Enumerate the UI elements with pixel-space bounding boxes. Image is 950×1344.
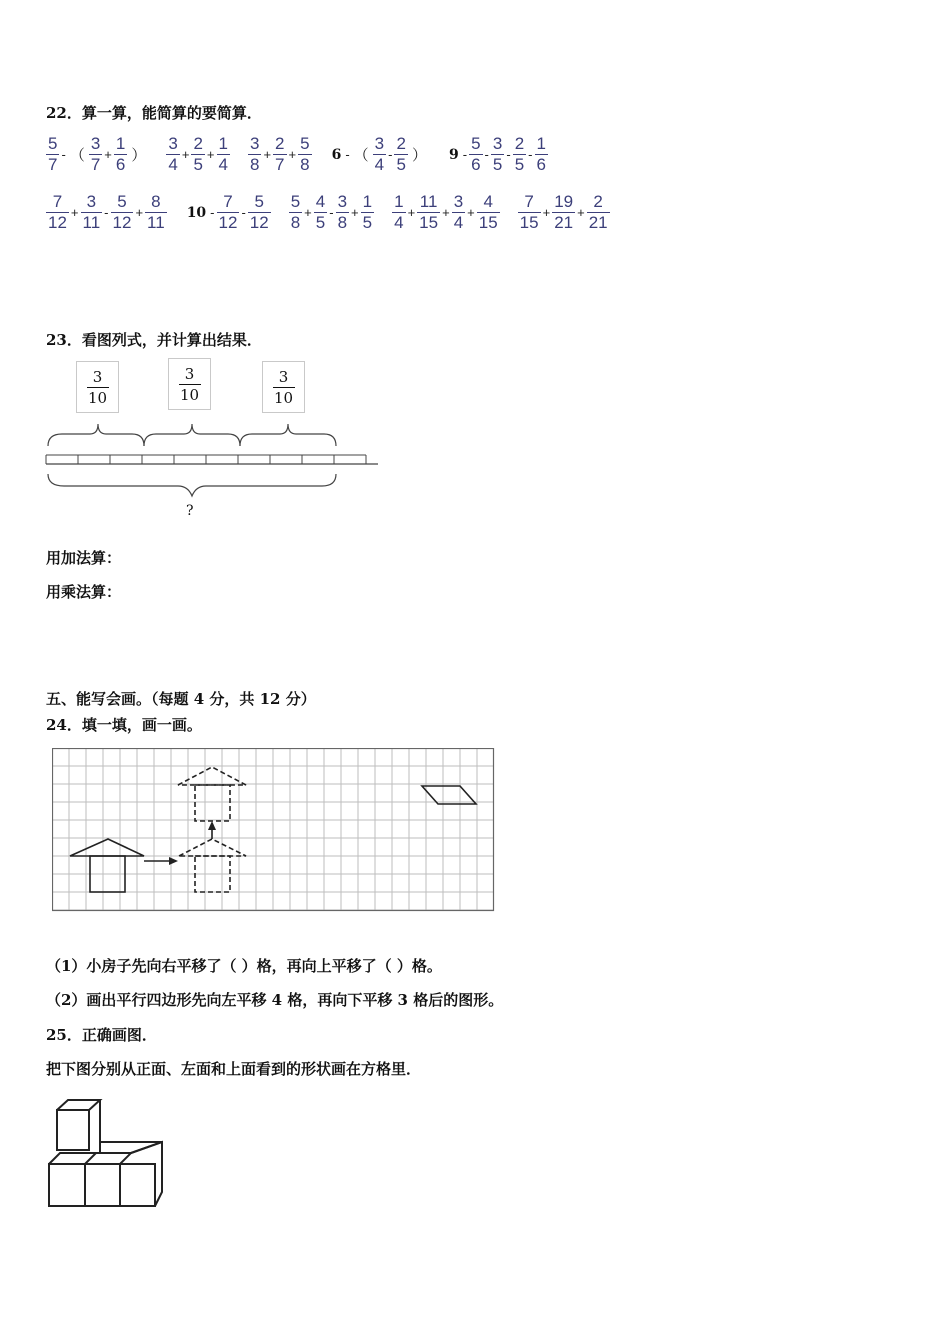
operator: + bbox=[304, 205, 312, 220]
drawing-grid bbox=[52, 748, 497, 914]
fraction-box-2: 3 10 bbox=[168, 358, 211, 410]
fraction: $\frac{2}{21}$ bbox=[588, 192, 608, 232]
fraction: $\frac{4}{15}$ bbox=[478, 192, 498, 232]
fraction: $\frac{5}{8}$ bbox=[300, 134, 310, 174]
whole-number: 10 bbox=[186, 204, 207, 221]
multiplication-label: 用乘法算： bbox=[46, 583, 122, 601]
bottom-brace bbox=[48, 474, 336, 496]
operator: - bbox=[329, 205, 334, 220]
fraction: $\frac{3}{4}$ bbox=[453, 192, 464, 232]
up-arrow-icon bbox=[208, 821, 216, 830]
q22-title: 22．算一算，能简算的要简算． bbox=[46, 104, 262, 122]
q25-instruction: 把下图分别从正面、左面和上面看到的形状画在方格里． bbox=[46, 1060, 422, 1078]
fraction: $\frac{5}{6}$ bbox=[471, 134, 481, 174]
fraction-box-3: 3 10 bbox=[262, 361, 305, 413]
operator: + bbox=[263, 147, 272, 162]
house-roof bbox=[70, 839, 144, 856]
operator: + bbox=[135, 205, 144, 220]
q24-sub1: （1）小房子先向右平移了（ ）格，再向上平移了（ ）格。 bbox=[46, 957, 442, 975]
number-line-diagram bbox=[40, 418, 390, 508]
section-5-title: 五、能写会画。（每题 4 分，共 12 分） bbox=[46, 690, 316, 708]
fraction: $\frac{19}{21}$ bbox=[554, 192, 574, 232]
fraction: $\frac{3}{8}$ bbox=[249, 134, 260, 174]
fraction: $\frac{2}{5}$ bbox=[514, 134, 525, 174]
question-mark: ? bbox=[186, 503, 194, 519]
operator: + bbox=[351, 205, 359, 220]
operator: - bbox=[104, 205, 109, 220]
operator: - bbox=[528, 147, 533, 162]
whole-number: 9 bbox=[448, 146, 459, 163]
operator: - bbox=[462, 147, 468, 162]
parenthesis: （ bbox=[69, 147, 85, 164]
parallelogram bbox=[422, 786, 476, 804]
operator: + bbox=[70, 205, 79, 220]
whole-number: 6 bbox=[331, 146, 342, 163]
fraction: $\frac{2}{5}$ bbox=[193, 134, 203, 174]
fraction-box-1: 3 10 bbox=[76, 361, 119, 413]
right-arrow-icon bbox=[169, 857, 178, 865]
operator: - bbox=[345, 147, 350, 162]
fraction: $\frac{5}{8}$ bbox=[290, 192, 301, 232]
fraction: $\frac{1}{5}$ bbox=[362, 192, 373, 232]
q24-sub2: （2）画出平行四边形先向左平移 4 格，再向下平移 3 格后的图形。 bbox=[46, 991, 504, 1009]
fraction: $\frac{1}{4}$ bbox=[394, 192, 404, 232]
fraction: $\frac{7}{15}$ bbox=[519, 192, 539, 232]
operator: + bbox=[442, 205, 450, 220]
fraction: $\frac{3}{8}$ bbox=[337, 192, 348, 232]
operator: + bbox=[104, 147, 112, 162]
operator: + bbox=[181, 147, 190, 162]
fraction: $\frac{11}{15}$ bbox=[419, 192, 439, 232]
fraction: $\frac{3}{4}$ bbox=[374, 134, 385, 174]
operator: - bbox=[241, 205, 246, 220]
top-brace-1 bbox=[48, 424, 144, 446]
operator: + bbox=[407, 205, 416, 220]
top-brace-3 bbox=[240, 424, 336, 446]
fraction: $\frac{3}{11}$ bbox=[82, 192, 101, 232]
fraction: $\frac{5}{12}$ bbox=[112, 192, 132, 232]
fraction: $\frac{7}{12}$ bbox=[48, 192, 67, 232]
fraction: $\frac{1}{4}$ bbox=[218, 134, 228, 174]
q23-title: 23．看图列式，并计算出结果． bbox=[46, 331, 262, 349]
q22-expression-row-2 bbox=[45, 192, 611, 233]
fraction: $\frac{5}{7}$ bbox=[48, 134, 58, 174]
fraction: $\frac{2}{7}$ bbox=[275, 134, 285, 174]
fraction: $\frac{1}{6}$ bbox=[536, 134, 546, 174]
fraction: $\frac{5}{12}$ bbox=[249, 192, 269, 232]
fraction: $\frac{3}{5}$ bbox=[492, 134, 503, 174]
fraction: $\frac{2}{5}$ bbox=[396, 134, 406, 174]
fraction: $\frac{7}{12}$ bbox=[218, 192, 238, 232]
operator: - bbox=[388, 147, 393, 162]
parenthesis: （ bbox=[353, 147, 369, 164]
parenthesis: ） bbox=[411, 147, 427, 164]
fraction: $\frac{4}{5}$ bbox=[315, 192, 326, 232]
q25-title: 25．正确画图． bbox=[46, 1026, 157, 1044]
fraction: $\frac{8}{11}$ bbox=[147, 192, 165, 232]
operator: - bbox=[506, 147, 511, 162]
operator: + bbox=[577, 205, 585, 220]
addition-label: 用加法算： bbox=[46, 549, 122, 567]
fraction: $\frac{3}{7}$ bbox=[90, 134, 101, 174]
operator: + bbox=[288, 147, 297, 162]
operator: + bbox=[467, 205, 475, 220]
operator: - bbox=[61, 147, 66, 162]
operator: - bbox=[210, 205, 215, 220]
cube-stack-figure bbox=[44, 1094, 169, 1212]
operator: + bbox=[542, 205, 551, 220]
q24-title: 24．填一填，画一画。 bbox=[46, 716, 202, 734]
q22-expression-row-1 bbox=[45, 134, 549, 175]
top-brace-2 bbox=[144, 424, 240, 446]
fraction: $\frac{1}{6}$ bbox=[115, 134, 126, 174]
fraction: $\frac{3}{4}$ bbox=[168, 134, 178, 174]
operator: + bbox=[206, 147, 215, 162]
parenthesis: ） bbox=[131, 147, 147, 164]
operator: - bbox=[484, 147, 489, 162]
